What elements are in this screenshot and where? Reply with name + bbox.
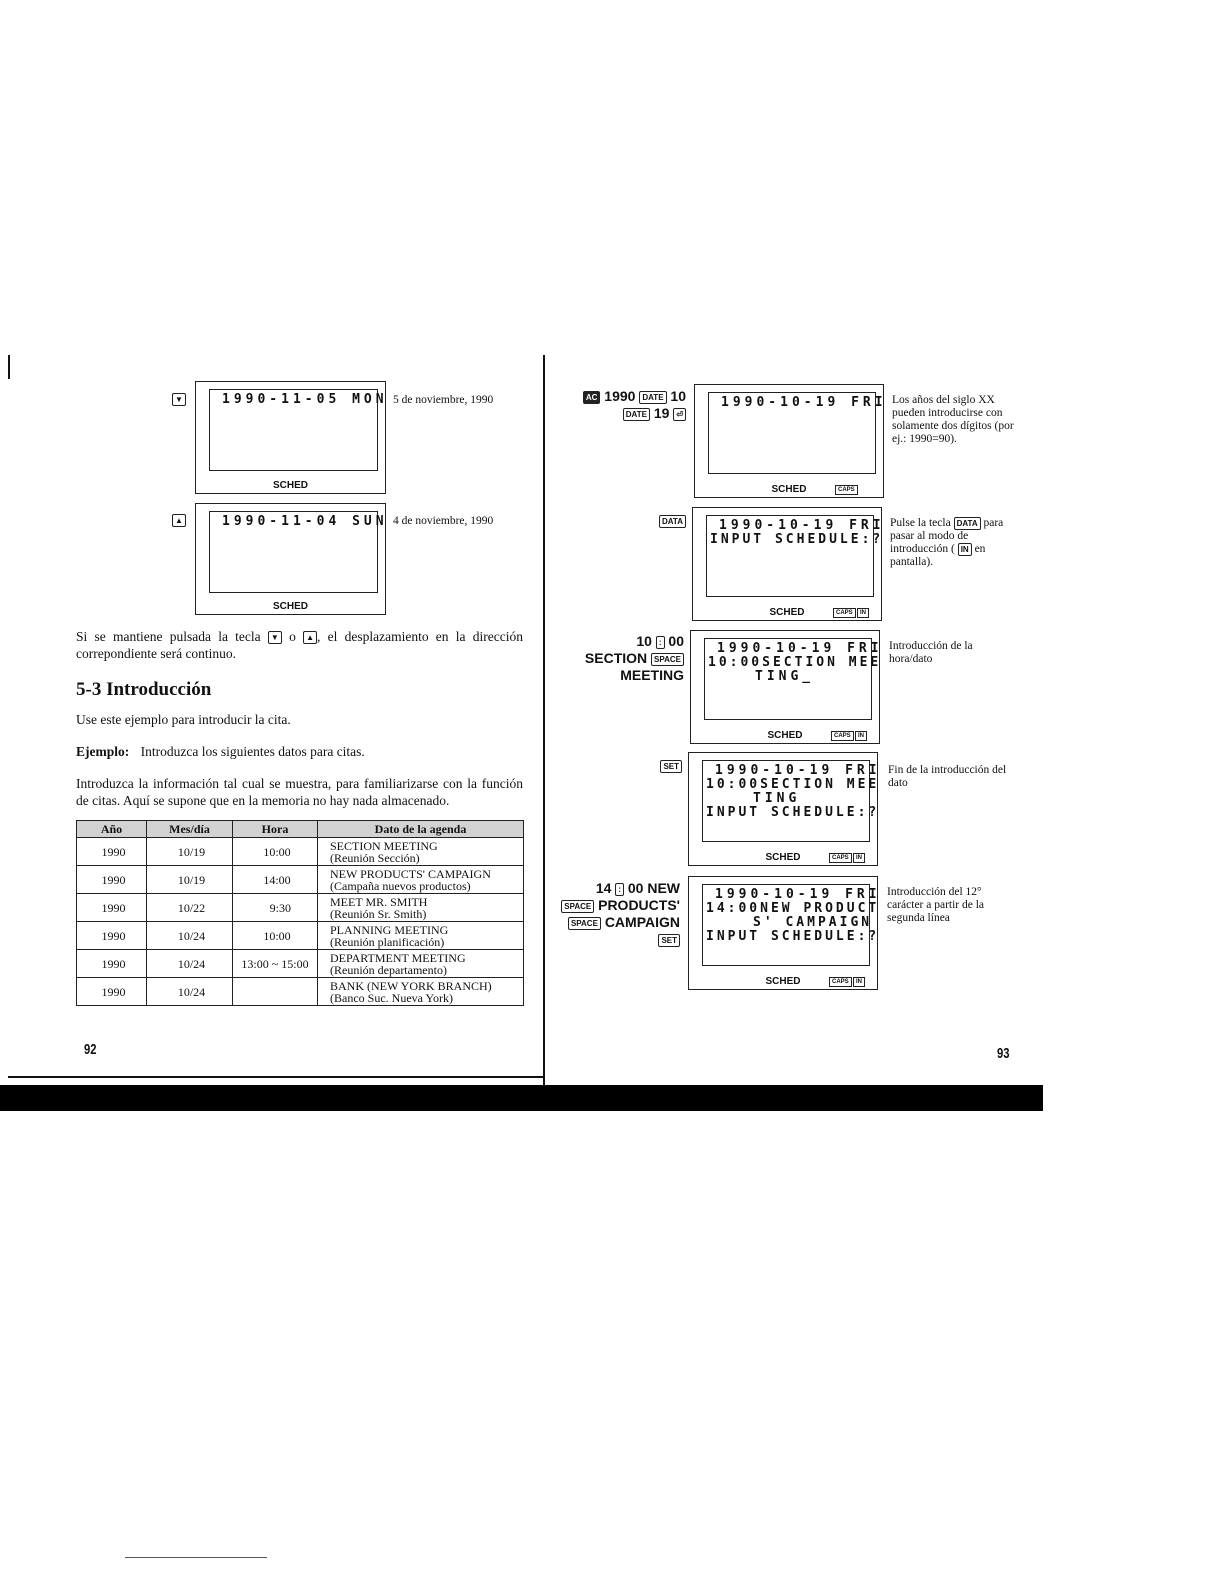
step2-note [890,517,1018,569]
cell-data [318,922,524,950]
lcd-line-3: S' CAMPAIGN [753,915,873,930]
minute-and-word: 00 NEW [627,880,680,896]
month-value: 10 [670,388,686,404]
down-arrow-key: ▼ [172,393,186,406]
header-year: Año [77,821,147,838]
cell-time: 10:00 [233,838,318,866]
caps-indicator: CAPS [829,853,852,863]
example-line [76,743,365,760]
step4-key-sequence [560,757,682,774]
step3-key-sequence [560,633,684,684]
cell-date: 10/19 [147,866,233,894]
cell-year: 1990 [77,894,147,922]
cell-time: 10:00 [233,922,318,950]
lcd-screen-step1 [694,384,887,498]
word-products: PRODUCTS' [598,897,680,913]
step3-note: Introducción de la hora/dato [889,640,973,665]
header-date: Mes/día [147,821,233,838]
cell-data [318,950,524,978]
data-title: BANK (NEW YORK BRANCH) [330,978,492,993]
bottom-black-bar [0,1085,1043,1111]
caps-indicator: CAPS [833,608,856,618]
set-key: SET [658,934,680,947]
instruction-paragraph: Introduzca la información tal cual se muestra, para familiarizarse con la función de citas. Aquí se supone que en la memoria no hay nada almacenado. [76,776,523,808]
lcd-display-area [209,511,388,593]
step1-note: Los años del siglo XX pueden introducirse con solamente dos dígitos (por ej.: 1990=90). [892,394,1014,445]
para1-start: Si se mantiene pulsada la tecla [76,629,261,644]
lcd-status-sched: SCHED [765,852,801,863]
cell-data [318,838,524,866]
hour-value: 14 [595,880,612,896]
up-arrow-key: ▲ [303,631,317,644]
data-translation: (Reunión Sr. Smith) [330,906,427,921]
lcd-screen-nov4 [195,503,386,615]
intro-paragraph: Use este ejemplo para introducir la cita. [76,712,291,727]
table-header-row [77,821,524,838]
scroll-paragraph [76,628,523,662]
lcd-line-2: 14:00NEW PRODUCT [706,901,880,916]
step5-note: Introducción del 12° carácter a partir de la segunda línea [887,886,985,924]
lcd-status-sched: SCHED [272,480,308,491]
cell-year: 1990 [77,978,147,1006]
day-value: 19 [653,405,670,421]
data-title: DEPARTMENT MEETING [330,950,466,965]
lcd-screen-step4 [688,752,881,866]
cell-time [233,978,318,1006]
space-key: SPACE [651,653,684,666]
data-key: DATA [659,515,686,528]
example-label: Ejemplo: [76,744,130,759]
data-translation: (Banco Suc. Nueva York) [330,990,453,1005]
step1-seq-line2 [560,405,686,422]
hour-value: 10 [636,633,652,649]
link-underline [125,1557,267,1558]
table-row [77,894,524,922]
lcd-line-4: INPUT SCHEDULE:? [706,805,880,820]
step3-seq-line2 [560,650,684,667]
cell-data [318,894,524,922]
word-campaign: CAMPAIGN [604,914,680,930]
word-meeting: MEETING [620,667,684,683]
lcd-status-sched: SCHED [272,601,308,612]
cell-year: 1990 [77,838,147,866]
step1-seq-line1 [560,388,686,405]
down-arrow-key: ▼ [268,631,282,644]
up-arrow-key: ▲ [172,514,186,527]
date-key: DATE [639,391,666,404]
header-data: Dato de la agenda [318,821,524,838]
cell-year: 1990 [77,922,147,950]
lcd-line-1: 1990-10-19 FRI [721,395,887,410]
data-translation: (Reunión Sección) [330,850,420,865]
step2-key-sequence [560,512,686,529]
table-row [77,950,524,978]
data-title: NEW PRODUCTS' CAMPAIGN [330,866,491,881]
lcd-screen-step5 [688,876,881,990]
step5-seq-line4 [556,931,680,948]
screen-note-nov5: 5 de noviembre, 1990 [393,394,494,406]
lcd-line-4: INPUT SCHEDULE:? [706,929,880,944]
lcd-line-1: 1990-10-19 FRI [719,518,885,533]
cell-data [318,978,524,1006]
example-text: Introduzca los siguientes datos para citas. [140,744,365,759]
in-indicator: IN [857,608,869,618]
lcd-line-1: 1990-11-04 SUN [222,514,388,529]
table-row [77,978,524,1006]
caps-indicator: CAPS [831,731,854,741]
section-title: 5-3 Introducción [76,679,212,700]
agenda-table [76,820,524,1006]
cell-time: 13:00 ~ 15:00 [233,950,318,978]
data-translation: (Reunión departamento) [330,962,447,977]
cell-time: 9:30 [233,894,318,922]
lcd-display-area [702,884,881,966]
minute-value: 00 [668,633,684,649]
table-row [77,838,524,866]
lcd-display-area [209,389,388,471]
center-fold-line [543,355,545,1085]
caps-indicator: CAPS [829,977,852,987]
lcd-screen-nov5 [195,381,386,494]
step4-note: Fin de la introducción del dato [888,764,1007,789]
lcd-status-sched: SCHED [771,484,807,495]
data-key: DATA [954,517,981,530]
header-time: Hora [233,821,318,838]
cell-date: 10/19 [147,838,233,866]
date-key: DATE [623,408,650,421]
lcd-display-area [708,392,887,474]
in-key: IN [958,543,972,556]
colon-key: : [656,636,665,649]
cell-date: 10/24 [147,950,233,978]
lcd-screen-step3 [690,630,883,744]
cell-date: 10/24 [147,978,233,1006]
enter-key: ⏎ [673,408,686,421]
lcd-line-3: TING_ [755,669,815,684]
colon-key: : [615,883,624,896]
caps-indicator: CAPS [835,485,858,495]
left-edge-line [8,355,10,379]
step2-note-a: Pulse la tecla [890,517,951,530]
data-title: MEET MR. SMITH [330,894,428,909]
word-section: SECTION [584,650,648,666]
lcd-line-1: 1990-10-19 FRI [717,641,883,656]
data-title: SECTION MEETING [330,838,438,853]
space-key: SPACE [561,900,594,913]
page-number: 93 [997,1045,1010,1062]
data-translation: (Campaña nuevos productos) [330,878,471,893]
lcd-status-sched: SCHED [767,730,803,741]
in-indicator: IN [855,731,867,741]
lcd-line-1: 1990-10-19 FRI [715,887,881,902]
lcd-line-1: 1990-10-19 FRI [715,763,881,778]
step3-seq-line3 [560,667,684,684]
lcd-status-sched: SCHED [765,976,801,987]
lcd-line-2: INPUT SCHEDULE:? [710,532,884,547]
cell-date: 10/22 [147,894,233,922]
lcd-screen-step2 [692,507,885,621]
step5-key-sequence [556,880,680,948]
lcd-status-sched: SCHED [769,607,805,618]
step2-note-c: en pantalla). [890,543,986,569]
in-indicator: IN [853,977,865,987]
cell-year: 1990 [77,866,147,894]
lcd-display-area [704,638,883,720]
para1-end: , el desplazamiento en la dirección correpondiente será continuo. [76,629,524,661]
step3-seq-line1 [560,633,684,650]
space-key: SPACE [568,917,601,930]
data-title: PLANNING MEETING [330,922,449,937]
step5-seq-line2 [556,897,680,914]
cell-time: 14:00 [233,866,318,894]
lcd-line-1: 1990-11-05 MON [222,392,388,407]
step5-seq-line1 [556,880,680,897]
set-key: SET [660,760,682,773]
lcd-display-area [706,515,885,597]
screen-note-nov4: 4 de noviembre, 1990 [393,515,494,527]
step5-seq-line3 [556,914,680,931]
step1-key-sequence [560,388,686,422]
lcd-display-area [702,760,881,842]
cell-year: 1990 [77,950,147,978]
table-row [77,866,524,894]
para1-or: o [289,629,296,644]
bottom-thin-line [8,1076,544,1078]
table-row [77,922,524,950]
page-number: 92 [84,1041,97,1058]
year-value: 1990 [604,388,636,404]
data-translation: (Reunión planificación) [330,934,445,949]
lcd-line-3: TING [753,791,801,806]
lcd-line-2: 10:00SECTION MEE [706,777,880,792]
cell-date: 10/24 [147,922,233,950]
cell-data [318,866,524,894]
ac-key: AC [583,391,601,404]
lcd-line-2: 10:00SECTION MEE [708,655,882,670]
in-indicator: IN [853,853,865,863]
step2-note-b: para pasar al modo de introducción ( [890,517,1004,556]
